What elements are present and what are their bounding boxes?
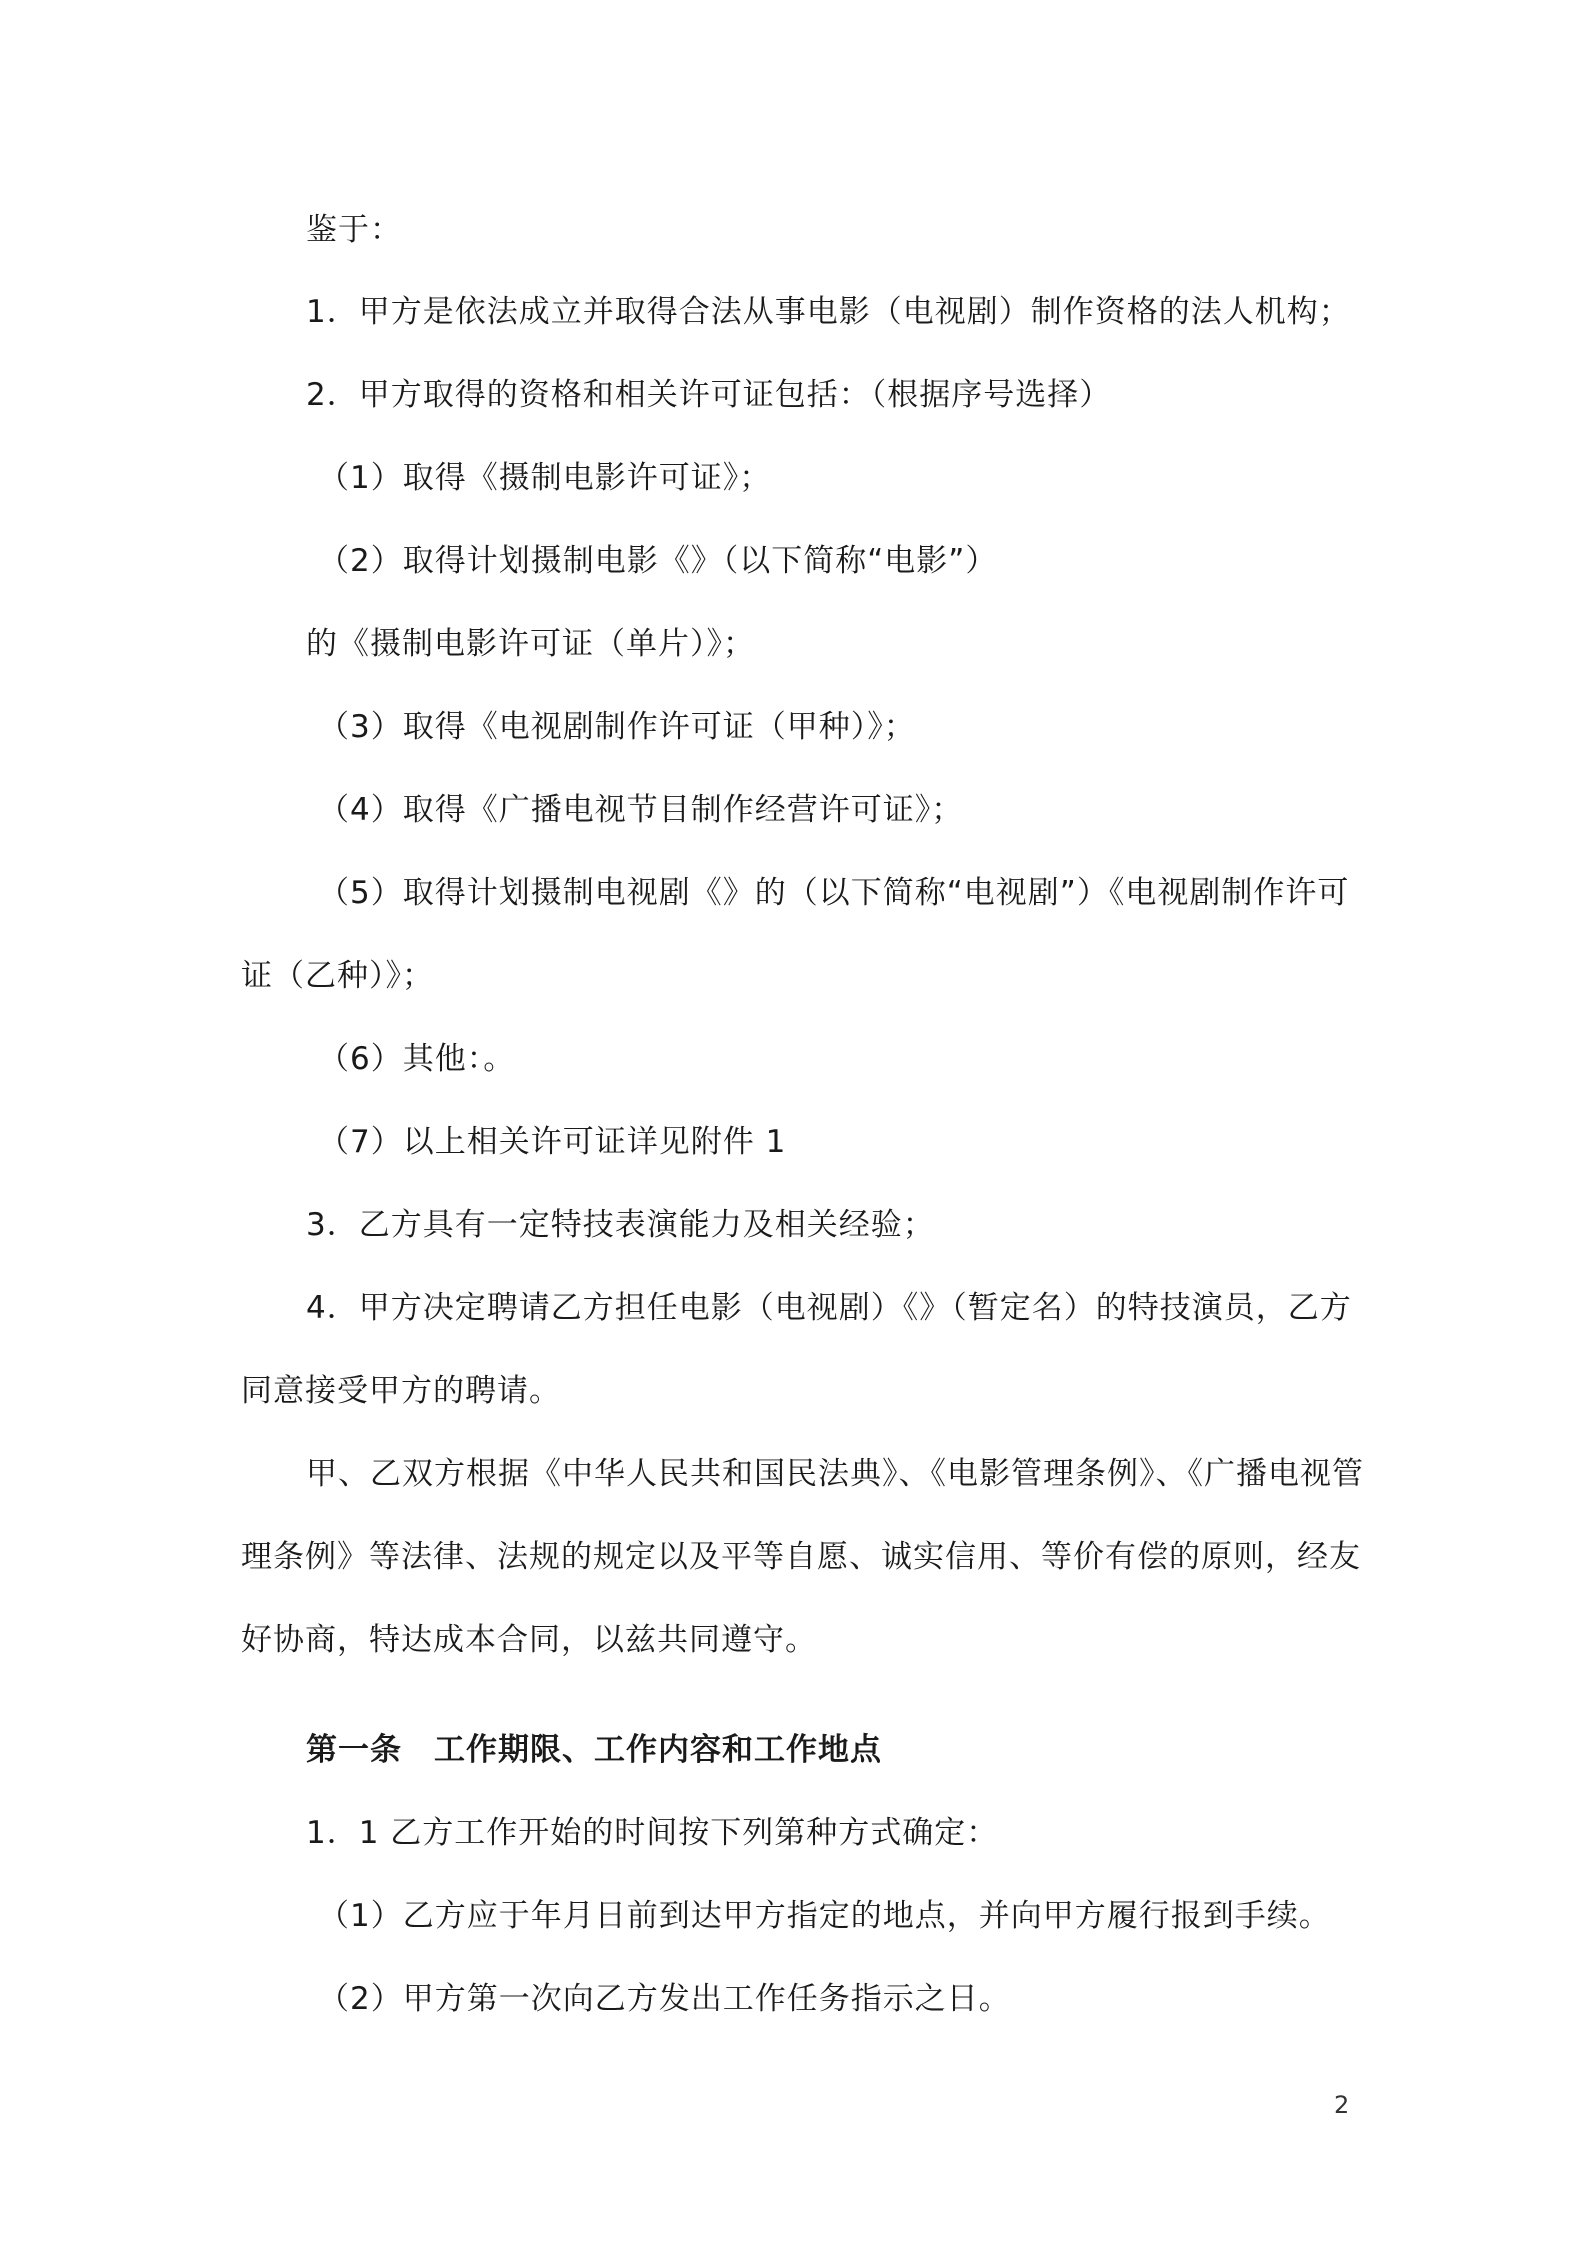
license-item-5-continued: 证（乙种）》； [241,958,434,994]
license-item-7: （7）以上相关许可证详见附件 1 [318,1124,787,1160]
license-item-4: （4）取得《广播电视节目制作经营许可证》； [318,792,964,828]
license-item-2: （2）取得计划摄制电影《》（以下简称“电影”） [318,543,998,579]
clause-1-1-option-1: （1）乙方应于年月日前到达甲方指定的地点，并向甲方履行报到手续。 [318,1898,1331,1934]
page-number: 2 [1334,2091,1350,2119]
recital-4: 4．甲方决定聘请乙方担任电影（电视剧）《》（暂定名）的特技演员，乙方 [306,1290,1352,1326]
recital-4-continued: 同意接受甲方的聘请。 [241,1373,561,1409]
license-item-6: （6）其他：。 [318,1041,516,1077]
recital-3: 3．乙方具有一定特技表演能力及相关经验； [306,1207,935,1243]
license-item-3: （3）取得《电视剧制作许可证（甲种）》； [318,709,916,745]
clause-1-1-option-2: （2）甲方第一次向乙方发出工作任务指示之日。 [318,1981,1011,2017]
agreement-basis-line-3: 好协商，特达成本合同，以兹共同遵守。 [241,1622,817,1658]
license-item-1: （1）取得《摄制电影许可证》； [318,460,772,496]
agreement-basis-line-1: 甲、乙双方根据《中华人民共和国民法典》、《电影管理条例》、《广播电视管 [306,1456,1364,1492]
agreement-basis-line-2: 理条例》等法律、法规的规定以及平等自愿、诚实信用、等价有偿的原则，经友 [241,1539,1361,1575]
recital-1: 1．甲方是依法成立并取得合法从事电影（电视剧）制作资格的法人机构； [306,294,1351,330]
recital-2: 2．甲方取得的资格和相关许可证包括：（根据序号选择） [306,377,1112,413]
license-item-2-continued: 的《摄制电影许可证（单片）》； [306,626,755,662]
clause-1-1: 1．1 乙方工作开始的时间按下列第种方式确定： [306,1815,999,1851]
license-item-5: （5）取得计划摄制电视剧《》的（以下简称“电视剧”）《电视剧制作许可 [318,875,1350,911]
preamble-heading: 鉴于： [306,212,402,248]
article-1-heading: 第一条 工作期限、工作内容和工作地点 [306,1732,882,1768]
